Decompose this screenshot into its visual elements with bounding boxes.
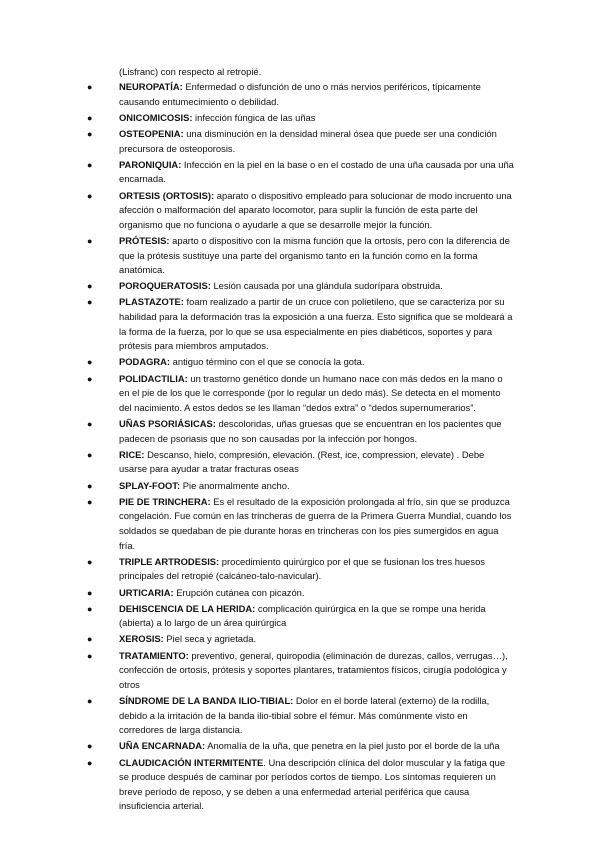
glossary-entry <box>0 586 514 601</box>
glossary-term: URTICARIA: <box>119 586 174 598</box>
glossary-definition: Infección en la piel en la base o en el costado de una uña causada por una uña encarnada. <box>119 158 514 185</box>
glossary-term: OSTEOPENIA: <box>119 127 184 139</box>
glossary-definition: antiguo término con el que se conocía la gota. <box>170 356 365 368</box>
glossary-entry <box>0 694 514 738</box>
glossary-entry <box>0 295 514 353</box>
bullet-icon: ● <box>87 449 93 460</box>
bullet-icon: ● <box>87 281 93 292</box>
glossary-term: PODAGRA: <box>119 356 171 368</box>
bullet-icon: ● <box>87 128 93 139</box>
glossary-definition: infección fúngica de las uñas <box>192 111 316 123</box>
glossary-term: PARONIQUIA: <box>119 158 182 170</box>
glossary-term: UÑAS PSORIÁSICAS: <box>119 418 216 429</box>
bullet-icon: ● <box>87 650 93 661</box>
glossary-definition: Lesión causada por una glándula sudorípara obstruida. <box>210 280 443 292</box>
bullet-icon: ● <box>87 235 93 246</box>
glossary-definition: complicación quirúrgica en la que se rompe una herida (abierta) a lo largo de un área quirúrgica <box>119 602 486 629</box>
bullet-icon: ● <box>87 496 93 507</box>
glossary-entry <box>0 127 514 156</box>
bullet-icon: ● <box>87 190 93 201</box>
continuation-text: (Lisfranc) con respecto al retropié. <box>119 66 262 77</box>
glossary-entry <box>0 355 514 370</box>
glossary-definition: aparato o dispositivo empleado para solucionar de modo incruento una afección o malformación del aparato locomotor, para suplir la función de esta parte del organismo que no funciona o ayudarle a que se desarrolle mejor la función. <box>119 189 512 230</box>
glossary-term: TRATAMIENTO: <box>119 649 189 661</box>
glossary-term: TRIPLE ARTRODESIS: <box>119 555 220 567</box>
glossary-definition: Pie anormalmente ancho. <box>180 479 290 491</box>
glossary-term: SPLAY-FOOT: <box>119 479 181 491</box>
bullet-icon: ● <box>87 112 93 123</box>
glossary-entry <box>0 632 514 647</box>
glossary-term: POROQUERATOSIS: <box>119 280 211 292</box>
glossary-term: ORTESIS (ORTOSIS): <box>119 189 215 201</box>
bullet-icon: ● <box>87 480 93 491</box>
glossary-term: CLAUDICACIÓN INTERMITENTE <box>119 756 264 768</box>
glossary-entry <box>0 189 514 233</box>
glossary-term: PRÓTESIS: <box>119 234 170 246</box>
glossary-definition: procedimiento quirúrgico por el que se fusionan los tres huesos principales del retropié (calcáneo-talo-navicular). <box>119 555 485 582</box>
glossary-definition: Descanso, hielo, compresión, elevación. (Rest, ice, compression, elevate) . Debe usarse para ayudar a tratar fracturas oseas <box>119 448 485 475</box>
bullet-icon: ● <box>87 357 93 368</box>
glossary-term: PIE DE TRINCHERA: <box>119 495 211 507</box>
glossary-definition: una disminución en la densidad mineral ósea que puede ser una condición precursora de osteoporosis. <box>119 127 497 154</box>
glossary-term: UÑA ENCARNADA: <box>119 740 206 752</box>
glossary-definition: . Una descripción clínica del dolor muscular y la fatiga que se produce después de caminar por períodos cortos de tiempo. Los síntomas requieren un breve período de reposo, y se deben a una enfermedad arterial periférica que causa insuficiencia arterial. <box>119 756 506 812</box>
bullet-icon: ● <box>87 82 93 92</box>
bullet-icon: ● <box>87 159 93 170</box>
glossary-term: RICE: <box>119 448 145 460</box>
glossary-term: POLIDACTILIA: <box>119 372 188 384</box>
glossary-definition: descoloridas, uñas gruesas que se encuentran en los pacientes que padecen de psoriasis que no son causadas por la infección por hongos. <box>119 418 502 444</box>
glossary-definition: Anomalía de la uña, que penetra en la piel justo por el borde de la uña <box>205 740 500 752</box>
glossary-entry <box>0 495 514 553</box>
bullet-icon: ● <box>87 696 93 707</box>
glossary-entry <box>0 111 514 126</box>
glossary-term: PLASTAZOTE: <box>119 296 184 308</box>
glossary-definition: Es el resultado de la exposición prolongada al frío, sin que se produzca congelación. Fue común en las trincheras de guerra de la Primera Guerra Mundial, cuando los soldados se quedaban de pie durante horas en trincheras con los pies sumergidos en agua fría. <box>119 495 512 551</box>
glossary-entry <box>0 602 514 631</box>
glossary-entry <box>0 80 514 109</box>
glossary-definition: Dolor en el borde lateral (externo) de la rodilla, debido a la irritación de la banda ilio-tibial sobre el fémur. Más comúnmente visto en corredores de larga distancia. <box>119 695 490 736</box>
glossary-definition: un trastorno genético donde un humano nace con más dedos en la mano o en el pie de los que le corresponde (por lo regular un dedo más). Se detecta en el momento del nacimiento. A estos dedos se les llaman “dedos extra” o “dedos supernumerarios”. <box>119 372 503 413</box>
glossary-term: ONICOMICOSIS: <box>119 111 193 123</box>
glossary-entry <box>0 448 514 477</box>
glossary-term: SÍNDROME DE LA BANDA ILIO-TIBIAL: <box>119 695 294 707</box>
glossary-entry <box>0 739 514 754</box>
bullet-icon: ● <box>87 587 93 598</box>
glossary-list <box>0 80 600 816</box>
bullet-icon: ● <box>87 757 93 768</box>
glossary-definition: aparto o dispositivo con la misma función que la ortosis, pero con la diferencia de que la prótesis sustituye una parte del organismo tanto en la función como en la forma anatómica. <box>119 234 510 276</box>
glossary-entry <box>0 158 514 187</box>
bullet-icon: ● <box>87 741 93 752</box>
glossary-term: XEROSIS: <box>119 633 164 645</box>
glossary-entry <box>0 649 514 693</box>
bullet-icon: ● <box>87 373 93 384</box>
glossary-definition: Enfermedad o disfunción de uno o más nervios periféricos, típicamente causando entumecimiento o debilidad. <box>119 81 481 107</box>
bullet-icon: ● <box>87 603 93 614</box>
glossary-term: NEUROPATÍA: <box>119 81 183 92</box>
glossary-definition: Piel seca y agrietada. <box>163 633 257 645</box>
glossary-entry <box>0 279 514 294</box>
glossary-entry <box>0 756 514 814</box>
glossary-entry <box>0 372 514 416</box>
glossary-definition: Erupción cutánea con picazón. <box>173 586 305 598</box>
glossary-entry <box>0 234 514 278</box>
glossary-definition: foam realizado a partir de un cruce con polietileno, que se caracteriza por su habilidad para la deformación tras la exposición a una fuerza. Esto significa que se moldeará a la forma de la fuerza, por lo que se usa especialmente en pies diabéticos, soportes y para prótesis para miembros amputados. <box>119 296 513 352</box>
glossary-entry <box>0 417 514 446</box>
glossary-entry <box>0 479 514 494</box>
bullet-icon: ● <box>87 419 93 429</box>
bullet-icon: ● <box>87 634 93 645</box>
glossary-definition: preventivo, general, quiropodia (eliminación de durezas, callos, verrugas…), confección de ortosis, prótesis y soportes plantares, tratamientos físicos, cirugía podológica y otros <box>119 649 508 690</box>
bullet-icon: ● <box>87 556 93 567</box>
glossary-term: DEHISCENCIA DE LA HERIDA: <box>119 602 256 614</box>
glossary-entry <box>0 555 514 584</box>
bullet-icon: ● <box>87 297 93 308</box>
